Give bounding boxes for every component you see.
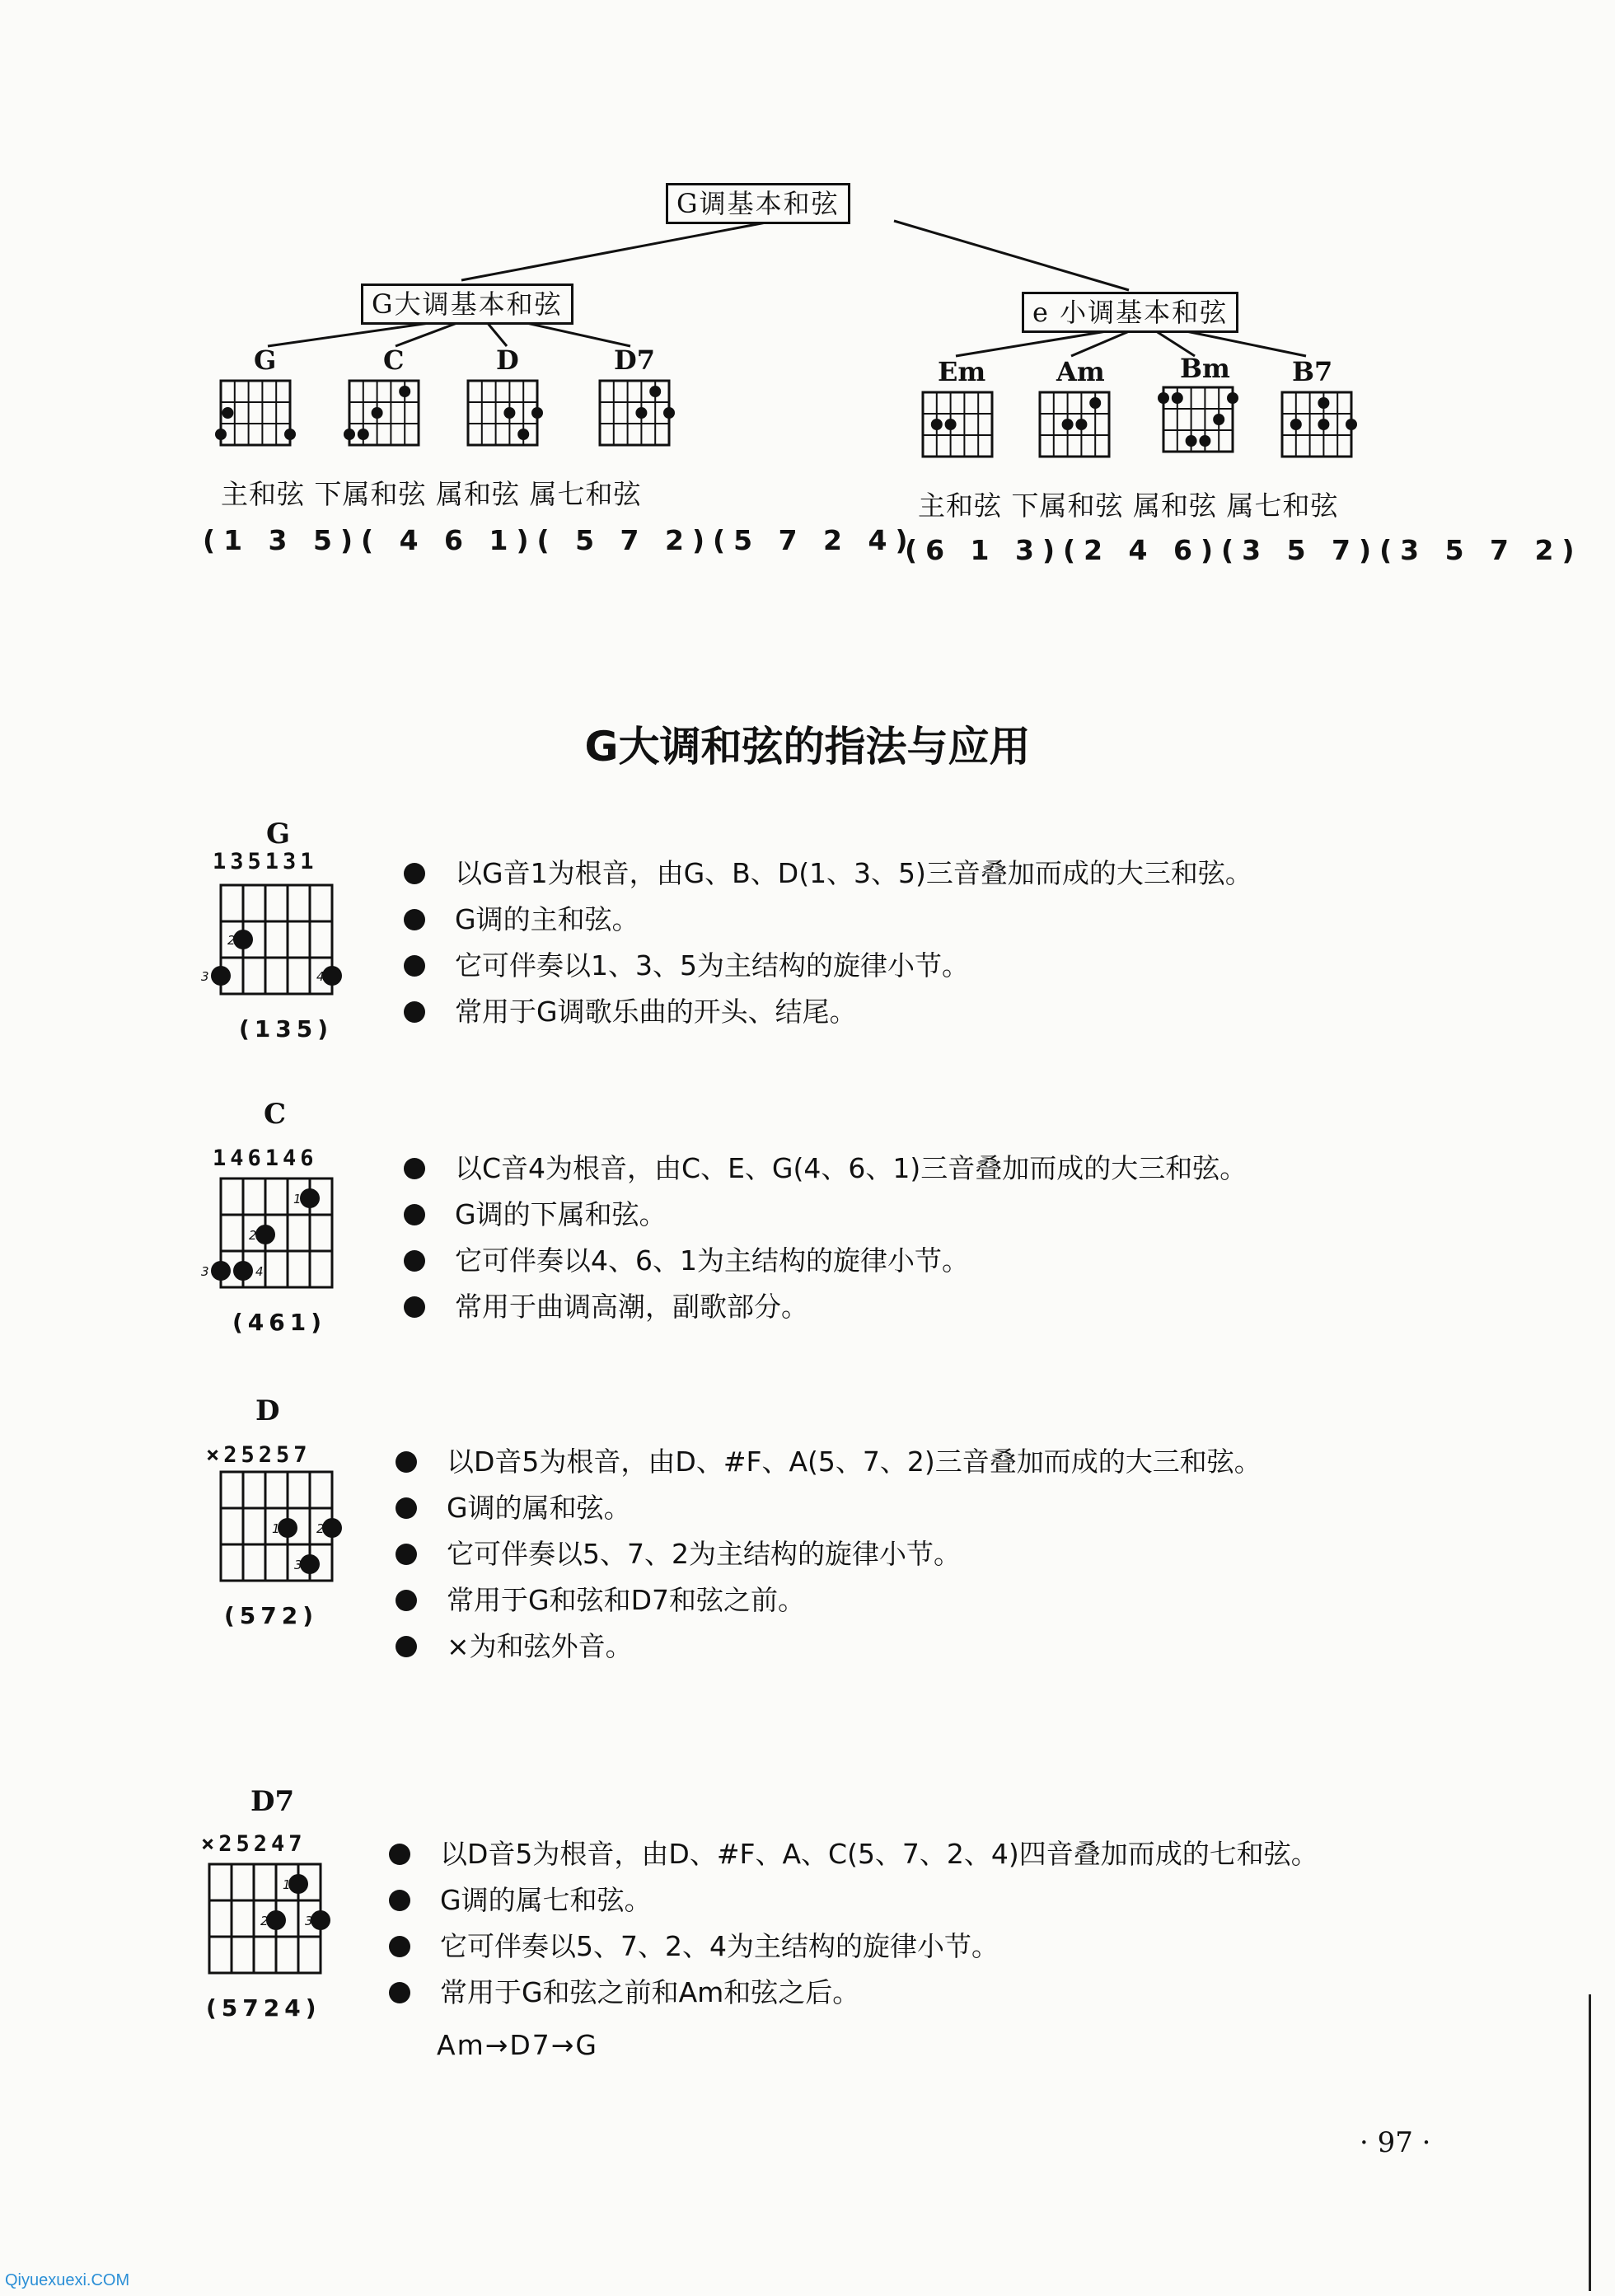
tree-chord-diagram-b7 <box>1282 392 1357 457</box>
row-formula: (572) <box>224 1602 319 1629</box>
row-string-notes: ×25247 <box>201 1831 307 1857</box>
bullet-list <box>389 1831 1318 2016</box>
svg-text:2: 2 <box>249 1228 257 1243</box>
row-formula: (461) <box>232 1309 327 1336</box>
bullet-list <box>404 1146 1247 1330</box>
page-edge-line <box>1589 1994 1591 2291</box>
finger-dot <box>222 407 233 419</box>
svg-text:1: 1 <box>272 1521 280 1536</box>
svg-text:4: 4 <box>316 969 325 984</box>
finger-dot <box>635 407 647 419</box>
row-chord-name: D7 <box>250 1785 295 1818</box>
svg-text:2: 2 <box>316 1521 325 1536</box>
tree-chord-diagram-g <box>215 381 296 445</box>
finger-dot <box>399 386 410 397</box>
tree-root-box: G调基本和弦 <box>666 183 850 224</box>
tree-major-box: G大调基本和弦 <box>361 283 573 325</box>
site-watermark: Qiyuexuexi.COM <box>5 2271 130 2289</box>
finger-dot <box>503 407 515 419</box>
tree-chord-name-b7: B7 <box>1292 356 1333 387</box>
finger-dot <box>663 407 675 419</box>
tree-chord-diagram-c <box>344 381 419 445</box>
bullet-item: 它可伴奏以4、6、1为主结构的旋律小节。 <box>404 1238 1247 1284</box>
tree-chord-name-g: G <box>254 344 277 376</box>
finger-dot <box>649 386 661 397</box>
finger-dot <box>1158 392 1169 404</box>
tree-chord-name-bm: Bm <box>1180 353 1230 384</box>
row-chord-name: G <box>266 818 291 850</box>
finger-dot <box>215 429 227 440</box>
tree-chord-name-d7: D7 <box>614 344 656 376</box>
tree-major-notes: (1 3 5)( 4 6 1)( 5 7 2)(5 7 2 4) <box>203 524 916 556</box>
row-string-notes: 135131 <box>213 849 318 874</box>
tree-chord-diagram-am <box>1040 392 1109 457</box>
tree-chord-diagram-d <box>468 381 543 445</box>
svg-text:2: 2 <box>227 933 236 948</box>
bullet-item: 常用于曲调高潮，副歌部分。 <box>404 1284 1247 1330</box>
finger-dot <box>531 407 543 419</box>
finger-dot <box>1227 392 1238 404</box>
finger-dot <box>1199 435 1210 447</box>
tree-minor-notes: (6 1 3)(2 4 6)(3 5 7)(3 5 7 2) <box>905 534 1583 566</box>
tree-minor-box: e 小调基本和弦 <box>1022 292 1238 333</box>
bullet-item: 它可伴奏以1、3、5为主结构的旋律小节。 <box>404 943 1252 989</box>
svg-text:3: 3 <box>201 969 209 984</box>
svg-text:4: 4 <box>255 1264 264 1279</box>
tree-chord-name-d: D <box>496 344 519 376</box>
bullet-item: 以D音5为根音，由D、#F、A(5、7、2)三音叠加而成的大三和弦。 <box>396 1439 1262 1485</box>
finger-dot <box>945 419 957 430</box>
row-formula: (135) <box>239 1015 334 1043</box>
finger-dot <box>1318 397 1329 409</box>
row-string-notes: 146146 <box>213 1146 318 1171</box>
finger-dot <box>358 429 369 440</box>
finger-dot <box>1318 419 1329 430</box>
svg-text:3: 3 <box>201 1264 209 1279</box>
chord-diagram-g <box>194 879 351 1010</box>
finger-dot <box>284 429 296 440</box>
bullet-item: ×为和弦外音。 <box>396 1624 1262 1670</box>
tree-chord-name-em: Em <box>938 356 986 387</box>
svg-text:2: 2 <box>260 1914 269 1928</box>
finger-dot <box>1346 419 1357 430</box>
section-title: G大调和弦的指法与应用 <box>584 723 1031 771</box>
page-number: · 97 · <box>1360 2126 1431 2159</box>
tree-chord-diagram-em <box>923 392 992 457</box>
tree-major-functions: 主和弦 下属和弦 属和弦 属七和弦 <box>221 478 642 510</box>
finger-dot <box>372 407 383 419</box>
bullet-item: 常用于G和弦之前和Am和弦之后。 <box>389 1970 1318 2016</box>
chord-diagram-d <box>194 1465 351 1597</box>
svg-text:1: 1 <box>293 1192 302 1207</box>
chord-diagram-c <box>194 1172 351 1304</box>
finger-dot <box>1075 419 1087 430</box>
finger-dot <box>1062 419 1074 430</box>
tree-minor-functions: 主和弦 下属和弦 属和弦 属七和弦 <box>918 490 1339 522</box>
bullet-item: G调的属和弦。 <box>396 1485 1262 1531</box>
tree-chord-name-am: Am <box>1056 356 1105 387</box>
bullet-item: G调的下属和弦。 <box>404 1192 1247 1238</box>
row-chord-name: C <box>264 1098 287 1131</box>
bullet-item: 以D音5为根音，由D、#F、A、C(5、7、2、4)四音叠加而成的七和弦。 <box>389 1831 1318 1877</box>
bullet-item: 它可伴奏以5、7、2为主结构的旋律小节。 <box>396 1531 1262 1577</box>
finger-dot <box>1186 435 1197 447</box>
chord-progression-example: Am→D7→G <box>437 2029 598 2061</box>
finger-dot <box>1290 419 1302 430</box>
tree-chord-diagrams <box>215 381 1357 457</box>
finger-dot <box>1213 414 1224 425</box>
tree-chord-name-c: C <box>383 344 405 376</box>
finger-dot <box>517 429 529 440</box>
bullet-item: G调的属七和弦。 <box>389 1877 1318 1923</box>
chord-diagram-d7 <box>183 1858 339 1989</box>
finger-dot <box>344 429 355 440</box>
bullet-item: 常用于G和弦和D7和弦之前。 <box>396 1577 1262 1624</box>
svg-text:3: 3 <box>294 1558 302 1572</box>
finger-dot <box>1089 397 1101 409</box>
bullet-item: 以C音4为根音，由C、E、G(4、6、1)三音叠加而成的大三和弦。 <box>404 1146 1247 1192</box>
svg-text:3: 3 <box>305 1914 313 1928</box>
row-string-notes: ×25257 <box>206 1442 311 1468</box>
bullet-item: G调的主和弦。 <box>404 897 1252 943</box>
tree-chord-diagram-d7 <box>600 381 675 445</box>
bullet-list <box>396 1439 1262 1670</box>
finger-dot <box>931 419 943 430</box>
finger-dot <box>1172 392 1183 404</box>
row-chord-name: D <box>255 1394 280 1427</box>
svg-text:1: 1 <box>283 1877 291 1892</box>
bullet-item: 常用于G调歌乐曲的开头、结尾。 <box>404 989 1252 1035</box>
bullet-item: 以G音1为根音，由G、B、D(1、3、5)三音叠加而成的大三和弦。 <box>404 850 1252 897</box>
row-formula: (5724) <box>206 1994 321 2022</box>
bullet-list <box>404 850 1252 1035</box>
tree-chord-diagram-bm <box>1158 387 1238 452</box>
bullet-item: 它可伴奏以5、7、2、4为主结构的旋律小节。 <box>389 1923 1318 1970</box>
